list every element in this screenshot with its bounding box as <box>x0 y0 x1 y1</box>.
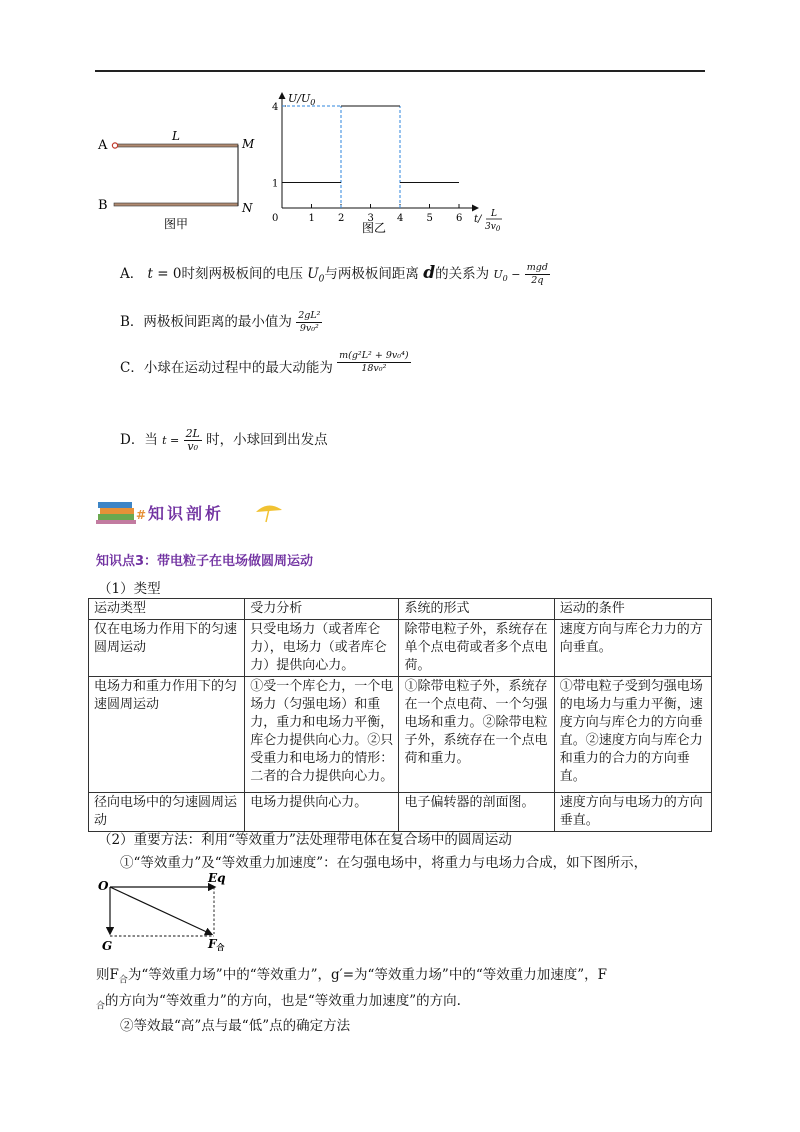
label-b: B <box>98 198 108 213</box>
table-header-cell: 系统的形式 <box>399 599 554 620</box>
table-header-cell: 运动的条件 <box>554 599 711 620</box>
origin-label: 0 <box>272 213 279 224</box>
knowledge-banner <box>96 498 296 528</box>
plate-bottom <box>114 203 238 206</box>
table-cell: 电场力和重力作用下的匀速圆周运动 <box>89 677 245 793</box>
x-unit-num: L <box>491 209 497 219</box>
x-tick-label: 6 <box>456 213 463 224</box>
table-row <box>89 793 712 832</box>
option-a-eq: = 0 <box>157 266 182 282</box>
caption-fig2: 图乙 <box>362 221 387 235</box>
option-a-text2: 与两极板间距离 <box>324 266 419 282</box>
label-g: G <box>102 939 113 952</box>
option-d-var: t = <box>162 434 180 447</box>
table-cell: 速度方向与电场力的方向垂直。 <box>554 793 711 832</box>
x-unit-den: $3v_0$ <box>485 222 501 233</box>
table-cell: 电场力提供向心力。 <box>245 793 399 832</box>
y-tick-label: 1 <box>272 178 279 190</box>
label-l: L <box>172 129 180 143</box>
option-d <box>120 428 328 453</box>
table-header-row <box>89 599 712 620</box>
option-b-fraction: $\frac{\text{2gL²}}{\text{9v₀²}}$ <box>298 310 321 334</box>
method-paragraph-3: $_合$的方向为“等效重力”的方向，也是“等效重力加速度”的方向. <box>96 993 461 1012</box>
series-line <box>282 106 459 183</box>
knowledge-point-title: 知识点3：带电粒子在电场做圆周运动 <box>96 554 314 569</box>
method-paragraph-4: ②等效最“高”点与最“低”点的确定方法 <box>120 1018 351 1034</box>
table-cell: 速度方向与库仑力力的方向垂直。 <box>554 620 711 677</box>
option-a <box>120 262 550 287</box>
table-header-cell: 受力分析 <box>245 599 399 620</box>
option-a-text1: 时刻两极板间的电压 <box>181 266 303 282</box>
method-paragraph-2: 则$F_合$为“等效重力场”中的“等效重力”，g′=为“等效重力场”中的“等效重力加速度”，F <box>96 967 607 986</box>
banner-text: 知识剖析 <box>148 504 225 523</box>
y-axis-label: $U/U_0$ <box>288 92 316 107</box>
option-a-prefix: A． <box>120 266 144 282</box>
option-a-var: t <box>147 266 153 282</box>
option-a-d: d <box>423 263 436 283</box>
option-d-text: 时，小球回到出发点 <box>206 432 328 448</box>
table-cell: 除带电粒子外，系统存在单个点电荷或者多个点电荷。 <box>399 620 554 677</box>
force-diagram <box>96 870 246 952</box>
table-row <box>89 620 712 677</box>
table-cell: 仅在电场力作用下的匀速圆周运动 <box>89 620 245 677</box>
figure-plates <box>95 120 265 235</box>
x-tick-label: 5 <box>426 213 433 224</box>
x-tick-label: 1 <box>308 213 315 224</box>
table-cell: 电子偏转器的剖面图。 <box>399 793 554 832</box>
umbrella-icon <box>256 505 282 522</box>
option-c-prefix: C． <box>120 360 144 376</box>
option-d-fraction: $\frac{2L}{\text{v₀}}$ <box>185 427 200 453</box>
option-d-prefix: D．当 <box>120 432 158 448</box>
label-a: A <box>98 138 108 153</box>
option-a-fraction: $\frac{\text{mgd}}{2q}$ <box>526 262 548 286</box>
table-cell: 径向电场中的匀速圆周运动 <box>89 793 245 832</box>
option-b <box>120 310 322 335</box>
label-eq: Eq <box>208 871 226 885</box>
x-tick-label: 3 <box>367 213 374 224</box>
option-c <box>120 350 411 376</box>
x-tick-label: 2 <box>338 213 345 224</box>
table-cell: ①带电粒子受到匀强电场的电场力与重力平衡，速度方向与库仑力的方向垂直。②速度方向与库仑力和重力的合力的方向垂直。 <box>554 677 711 793</box>
svg-text:#: # <box>136 508 147 522</box>
x-tick-label: 4 <box>397 213 404 224</box>
option-c-text: 小球在运动过程中的最大动能为 <box>143 360 333 376</box>
ball <box>112 143 117 148</box>
option-a-text3: 的关系为 <box>435 266 490 282</box>
motion-types-table <box>88 598 712 832</box>
table-cell: ①除带电粒子外，系统存在一个点电荷、一个匀强电场和重力。②除带电粒子外，系统存在一个点电荷和重力。 <box>399 677 554 793</box>
header-rule <box>95 70 705 72</box>
table-cell: 只受电场力（或者库仑力），电场力（或者库仑力）提供向心力。 <box>245 620 399 677</box>
table-row <box>89 677 712 793</box>
caption-fig1: 图甲 <box>164 217 189 231</box>
subheading-types: （1）类型 <box>98 581 161 597</box>
method-paragraph-1: ①“等效重力”及“等效重力加速度”：在匀强电场中，将重力与电场力合成，如下图所示， <box>120 855 648 871</box>
voltage-time-chart <box>262 88 512 238</box>
option-b-text: 两极板间距离的最小值为 <box>143 314 292 330</box>
option-b-prefix: B． <box>120 314 144 330</box>
option-c-fraction: $\frac{\text{m(g²L² + 9v₀⁴)}}{\text{18v₀²}}$ <box>339 350 409 374</box>
books-icon <box>96 502 136 524</box>
option-a-formula: $U_0$ − <box>493 268 521 284</box>
label-n: N <box>242 201 253 215</box>
resultant-vector <box>110 887 211 934</box>
table-header-cell: 运动类型 <box>89 599 245 620</box>
option-a-u: $U_0$ <box>307 266 325 285</box>
table-cell: ①受一个库仑力，一个电场力（匀强电场）和重力，重力和电场力平衡，库仑力提供向心力。②只受重力和电场力的情形：二者的合力提供向心力。 <box>245 677 399 793</box>
label-f: F合 <box>208 937 225 952</box>
plate-top <box>114 144 238 147</box>
y-tick-label: 4 <box>272 102 279 113</box>
label-m: M <box>242 137 255 151</box>
label-o: O <box>98 879 109 893</box>
x-axis-label: t/ <box>474 214 482 225</box>
subheading-method: （2）重要方法：利用“等效重力”法处理带电体在复合场中的圆周运动 <box>98 832 512 848</box>
